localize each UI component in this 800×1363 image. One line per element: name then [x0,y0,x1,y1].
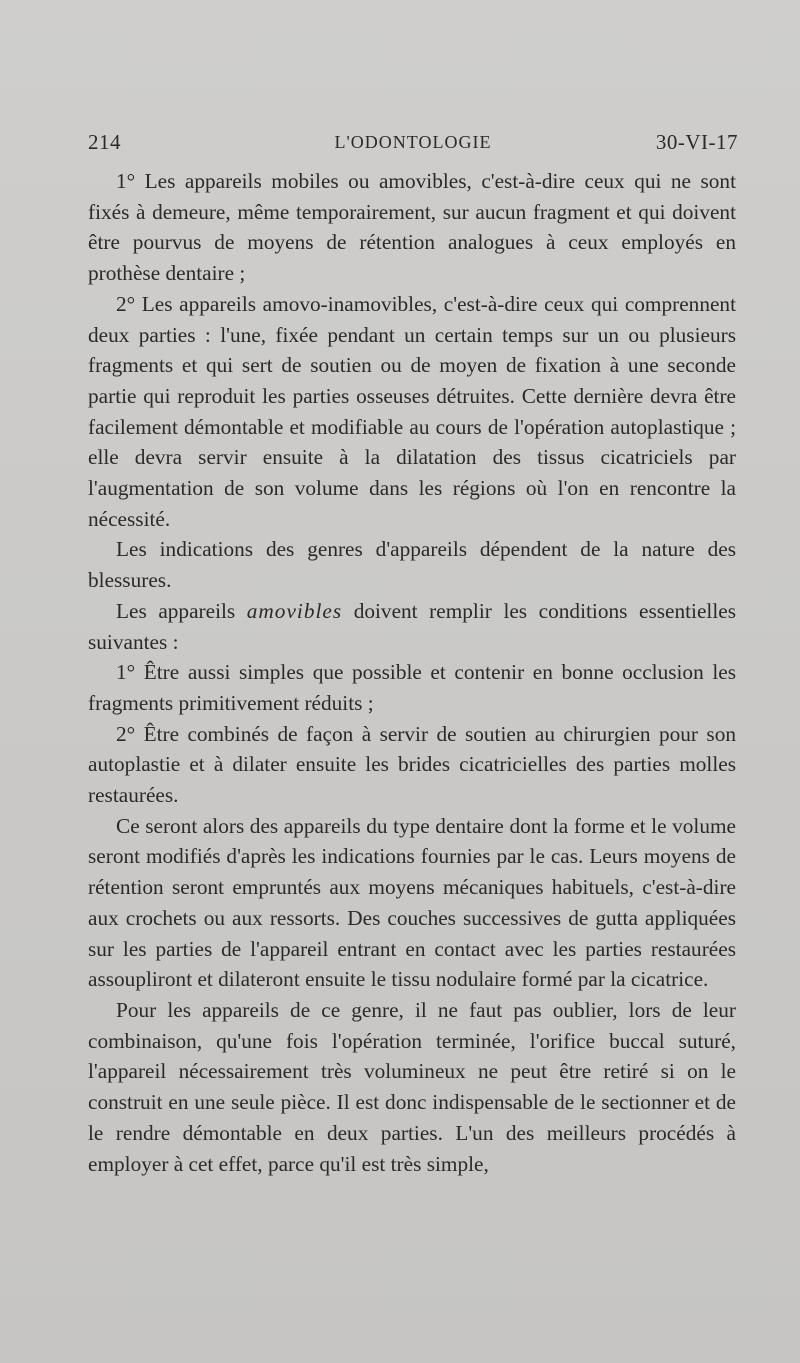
journal-title: L'ODONTOLOGIE [334,132,492,152]
paragraph-conditions [88,596,736,657]
page-number: 214 [88,130,121,154]
paragraph-conditions-start: Les appareils [116,598,247,623]
paragraph-conditions-end: doivent remplir les conditions essentielles suivantes : [88,598,736,654]
paragraph-mobile-appliances: 1° Les appareils mobiles ou amovibles, c'est-à-dire ceux qui ne sont fixés à demeure, même temporairement, sur aucun fragment et qui doivent être pourvus de moyens de rétention analogues à ceux employés en prothèse dentaire ; [88,169,736,286]
paragraph-condition-two: 2° Être combinés de façon à servir de soutien au chirurgien pour son autoplastie et à dilater ensuite les brides cicatricielles des parties molles restaurées. [88,721,736,808]
paragraph-condition-one: 1° Être aussi simples que possible et contenir en bonne occlusion les fragments primitivement réduits ; [88,660,736,715]
paragraph-amovo-inamovible-appliances: 2° Les appareils amovo-inamovibles, c'est-à-dire ceux qui comprennent deux parties : l'une, fixée pendant un certain temps sur un ou plusieurs fragments et qui sert de soutien ou de moyen de fixation à une seconde partie qui reproduit les parties osseuses détruites. Cette dernière devra être facilement démontable et modifiable au cours de l'opération autoplastique ; elle devra servir ensuite à la dilatation des tissus cicatriciels par l'augmentation de son volume dans les régions où l'on en rencontre la nécessité. [88,291,736,531]
paragraph-dental-type: Ce seront alors des appareils du type dentaire dont la forme et le volume seront modifiés d'après les indications fournies par le cas. Leurs moyens de rétention seront empruntés aux moyens mécaniques habituels, c'est-à-dire aux crochets ou aux ressorts. Des couches successives de gutta appliquées sur les parties de l'appareil entrant en contact avec les parties restaurées assoupliront et dilateront ensuite le tissu nodulaire formé par la cicatrice. [88,813,736,992]
paragraph-removable-sections: Pour les appareils de ce genre, il ne faut pas oublier, lors de leur combinaison, qu'une fois l'opération terminée, l'orifice buccal suturé, l'appareil nécessairement très volumineux ne peut être retiré si on le construit en une seule pièce. Il est donc indispensable de le sectionner et de le rendre démontable en deux parties. L'un des meilleurs procédés à employer à cet effet, parce qu'il est très simple, [88,997,736,1176]
paragraph-indications: Les indications des genres d'appareils dépendent de la nature des blessures. [88,537,736,593]
page-body [88,166,736,1179]
running-header [88,130,738,160]
emphasis-amovibles: amovibles [246,598,343,623]
issue-date: 30-VI-17 [655,130,738,154]
